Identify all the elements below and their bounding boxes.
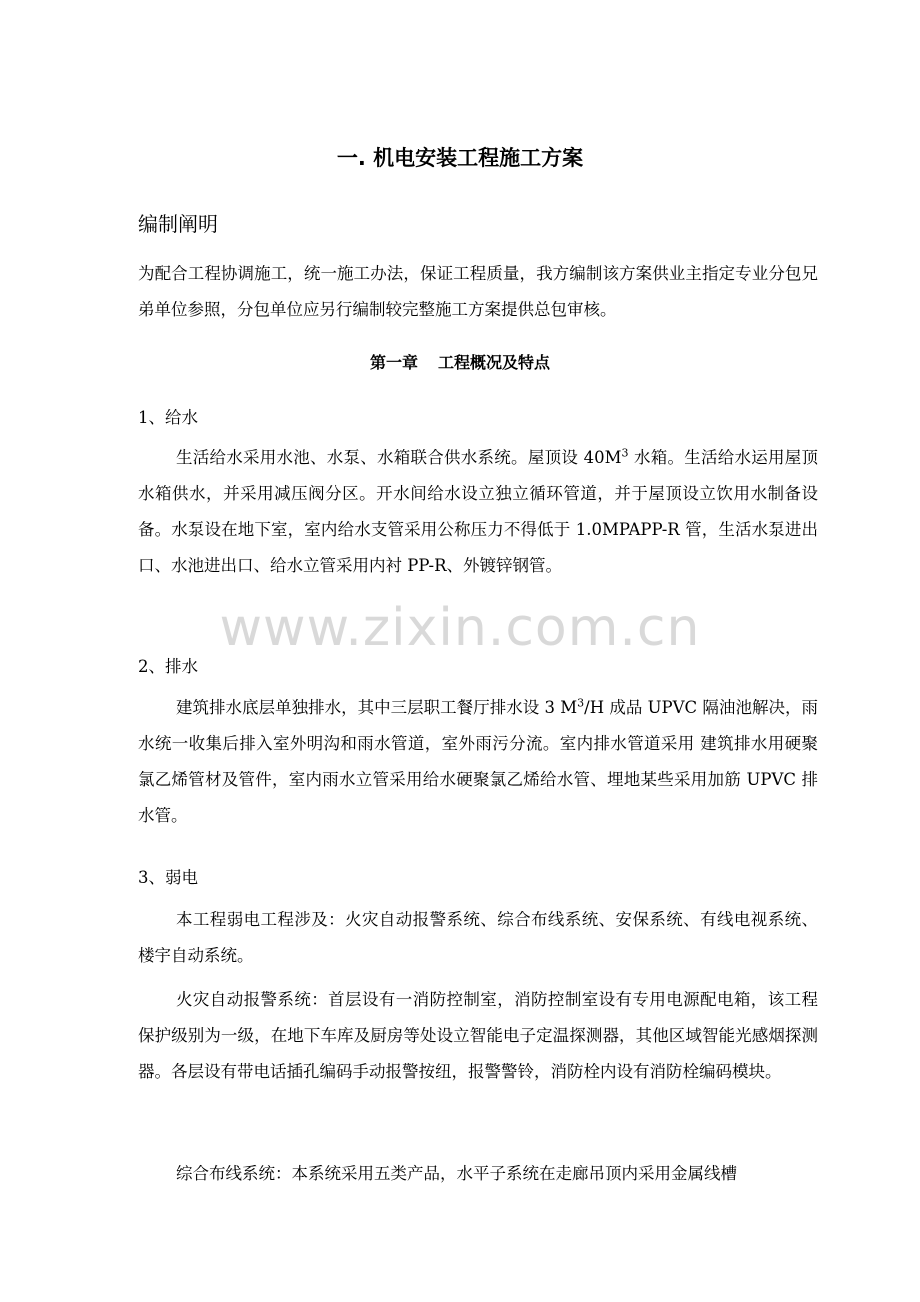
preface-paragraph: 为配合工程协调施工，统一施工办法，保证工程质量，我方编制该方案供业主指定专业分包兄弟单位参照，分包单位应另行编制较完整施工方案提供总包审核。	[138, 264, 818, 319]
water-supply-text-1: 生活给水采用水池、水泵、水箱联合供水系统。屋顶设 40M	[176, 448, 622, 467]
preface-heading: 编制阐明	[138, 212, 218, 236]
drainage-text-2: /H 成品 UPVC 隔油池解决，雨水统一收集后排入室外明沟和雨水管道，室外雨污分流。室内排水管道采用 建筑排水用硬聚氯乙烯管材及管件，室内雨水立管采用给水硬聚氯乙烯给水管、埋地某些采用加筋 UPVC 排水管。	[138, 698, 818, 825]
drainage-text-1: 建筑排水底层单独排水，其中三层职工餐厅排水设 3 M	[176, 698, 578, 717]
low-voltage-paragraph-2: 火灾自动报警系统：首层设有一消防控制室，消防控制室设有专用电源配电箱，该工程保护级别为一级，在地下车库及厨房等处设立智能电子定温探测器，其他区域智能光感烟探测器。各层设有带电话插孔编码手动报警按纽，报警警铃，消防栓内设有消防栓编码模块。	[138, 990, 818, 1081]
drainage-superscript: 3	[577, 696, 585, 710]
chapter-heading	[0, 348, 920, 378]
water-supply-paragraph	[138, 440, 818, 584]
drainage-paragraph	[138, 690, 818, 834]
water-supply-heading: 1、给水	[138, 408, 198, 427]
low-voltage-paragraph-1: 本工程弱电工程涉及：火灾自动报警系统、综合布线系统、安保系统、有线电视系统、楼宇自动系统。	[138, 910, 818, 965]
watermark: www.zixin.com.cn	[219, 598, 701, 658]
water-supply-superscript: 3	[621, 446, 629, 460]
chapter-title: 工程概况及特点	[438, 353, 551, 372]
low-voltage-paragraph-3: 综合布线系统：本系统采用五类产品，水平子系统在走廊吊顶内采用金属线槽	[176, 1164, 737, 1183]
drainage-heading: 2、排水	[138, 657, 198, 676]
water-supply-text-2: 水箱。生活给水运用屋顶水箱供水，并采用减压阀分区。开水间给水设立独立循环管道，并于屋顶设立饮用水制备设备。水泵设在地下室，室内给水支管采用公称压力不得低于 1.0MPAPP-R 管，生活水泵进出口、水池进出口、给水立管采用内衬 PP-R、外镀锌钢管。	[138, 448, 818, 575]
chapter-number: 第一章	[369, 353, 418, 372]
document-title: 一. 机电安装工程施工方案	[336, 146, 584, 170]
low-voltage-heading: 3、弱电	[138, 868, 198, 887]
